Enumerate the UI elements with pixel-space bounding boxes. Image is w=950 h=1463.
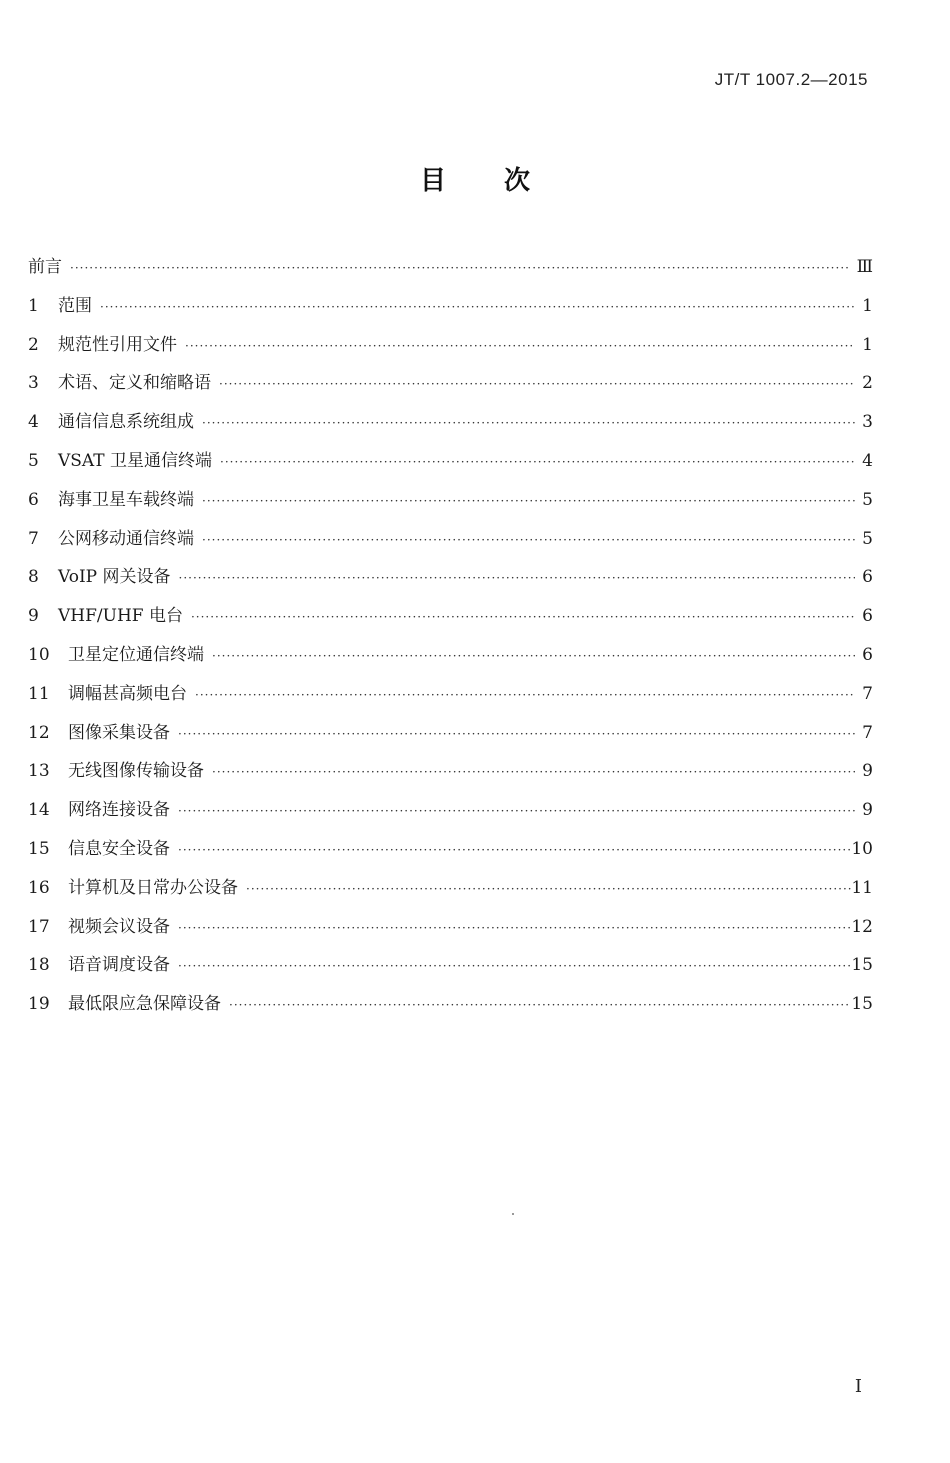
toc-leader-dots [198,404,855,443]
toc-leader-dots [225,986,851,1025]
toc-entry-page: 12 [851,916,873,937]
toc-entry-label[interactable]: 图像采集设备 [68,722,170,743]
toc-entry-17[interactable] [28,908,873,947]
toc-leader-dots [175,559,855,598]
toc-title [0,160,950,197]
toc-entry-number: 14 [28,800,50,821]
toc-entry-page: 2 [862,373,873,394]
toc-entry-label[interactable]: VSAT 卫星通信终端 [58,450,213,471]
toc-entry-number: 3 [28,373,39,394]
toc-leader-dots [96,288,855,327]
toc-entry-page: 7 [862,683,873,704]
toc-entry-label[interactable]: 计算机及日常办公设备 [68,877,238,898]
toc-leader-dots [187,598,855,637]
toc-entry-label[interactable]: 无线图像传输设备 [68,761,204,782]
toc-entry-number: 18 [28,955,50,976]
scan-speck [512,1213,514,1215]
toc-entry-3[interactable] [28,364,873,403]
toc-leader-dots [181,327,855,366]
toc-entry-page: Ⅲ [856,257,873,277]
toc-entry-label[interactable]: VoIP 网关设备 [58,567,171,588]
toc-entry-label[interactable]: VHF/UHF 电台 [58,606,183,627]
toc-entry-label[interactable]: 范围 [58,295,92,316]
toc-entry-label[interactable]: 术语、定义和缩略语 [58,373,211,394]
toc-leader-dots [174,909,851,948]
toc-entry-1[interactable] [28,287,873,326]
toc-entry-page: 9 [862,761,873,782]
toc-entry-label[interactable]: 信息安全设备 [68,838,170,859]
toc-entry-13[interactable] [28,752,873,791]
toc-entry-10[interactable] [28,636,873,675]
toc-entry-page: 10 [851,838,873,859]
toc-leader-dots [174,792,855,831]
toc-entry-8[interactable] [28,558,873,597]
toc-leader-dots [198,521,855,560]
toc-entry-number: 17 [28,916,50,937]
toc-entry-page: 5 [862,528,873,549]
toc-leader-dots [198,482,855,521]
toc-entry-label[interactable]: 公网移动通信终端 [58,528,194,549]
toc-entry-6[interactable] [28,481,873,520]
toc-entry-12[interactable] [28,714,873,753]
toc-entry-page: 6 [862,644,873,665]
toc-title-char-1: 目 [419,166,446,196]
toc-leader-dots [215,365,855,404]
toc-entry-page: 15 [851,955,873,976]
toc-entry-page: 6 [862,606,873,627]
toc-entry-label[interactable]: 视频会议设备 [68,916,170,937]
toc-entry-page: 7 [862,722,873,743]
toc-entry-5[interactable] [28,442,873,481]
toc-entry-page: 1 [862,295,873,316]
toc-leader-dots [242,870,851,909]
toc-entry-number: 15 [28,838,50,859]
toc-entry-label[interactable]: 调幅甚高频电台 [68,683,187,704]
toc-entry-2[interactable] [28,326,873,365]
toc-entry-label[interactable]: 海事卫星车载终端 [58,489,194,510]
toc-entry-number: 4 [28,412,39,433]
table-of-contents [28,248,873,1024]
toc-leader-dots [174,715,855,754]
toc-entry-number: 11 [28,683,50,704]
toc-entry-18[interactable] [28,946,873,985]
toc-entry-9[interactable] [28,597,873,636]
toc-leader-dots [66,249,855,288]
toc-entry-number: 1 [28,295,39,316]
toc-entry-page: 9 [862,800,873,821]
toc-entry-14[interactable] [28,791,873,830]
toc-entry-page: 6 [862,567,873,588]
toc-leader-dots [191,676,855,715]
toc-entry-label[interactable]: 卫星定位通信终端 [68,644,204,665]
toc-entry-number: 7 [28,528,39,549]
document-code: JT/T 1007.2—2015 [714,70,868,89]
toc-entry-page: 11 [851,877,873,898]
toc-entry-4[interactable] [28,403,873,442]
toc-leader-dots [208,637,855,676]
toc-entry-label[interactable]: 前言 [28,257,62,277]
toc-entry-foreword[interactable] [28,248,873,287]
toc-entry-15[interactable] [28,830,873,869]
toc-entry-11[interactable] [28,675,873,714]
toc-leader-dots [174,947,851,986]
toc-entry-number: 10 [28,644,50,665]
toc-entry-page: 3 [862,412,873,433]
toc-entry-number: 16 [28,877,50,898]
toc-title-char-2: 次 [504,166,531,196]
toc-entry-page: 15 [851,994,873,1015]
toc-entry-number: 13 [28,761,50,782]
toc-entry-number: 5 [28,450,39,471]
toc-entry-label[interactable]: 网络连接设备 [68,800,170,821]
toc-entry-page: 5 [862,489,873,510]
toc-entry-number: 19 [28,994,50,1015]
toc-entry-number: 9 [28,606,39,627]
toc-entry-page: 1 [862,334,873,355]
toc-leader-dots [174,831,851,870]
toc-entry-label[interactable]: 规范性引用文件 [58,334,177,355]
toc-entry-16[interactable] [28,869,873,908]
toc-entry-7[interactable] [28,520,873,559]
toc-entry-number: 12 [28,722,50,743]
toc-entry-number: 8 [28,567,39,588]
toc-entry-label[interactable]: 语音调度设备 [68,955,170,976]
toc-entry-19[interactable] [28,985,873,1024]
toc-entry-label[interactable]: 最低限应急保障设备 [68,994,221,1015]
page-number: I [854,1376,862,1397]
toc-leader-dots [216,443,855,482]
toc-entry-number: 2 [28,334,39,355]
toc-entry-number: 6 [28,489,39,510]
toc-entry-label[interactable]: 通信信息系统组成 [58,412,194,433]
toc-entry-page: 4 [862,450,873,471]
toc-leader-dots [208,753,855,792]
